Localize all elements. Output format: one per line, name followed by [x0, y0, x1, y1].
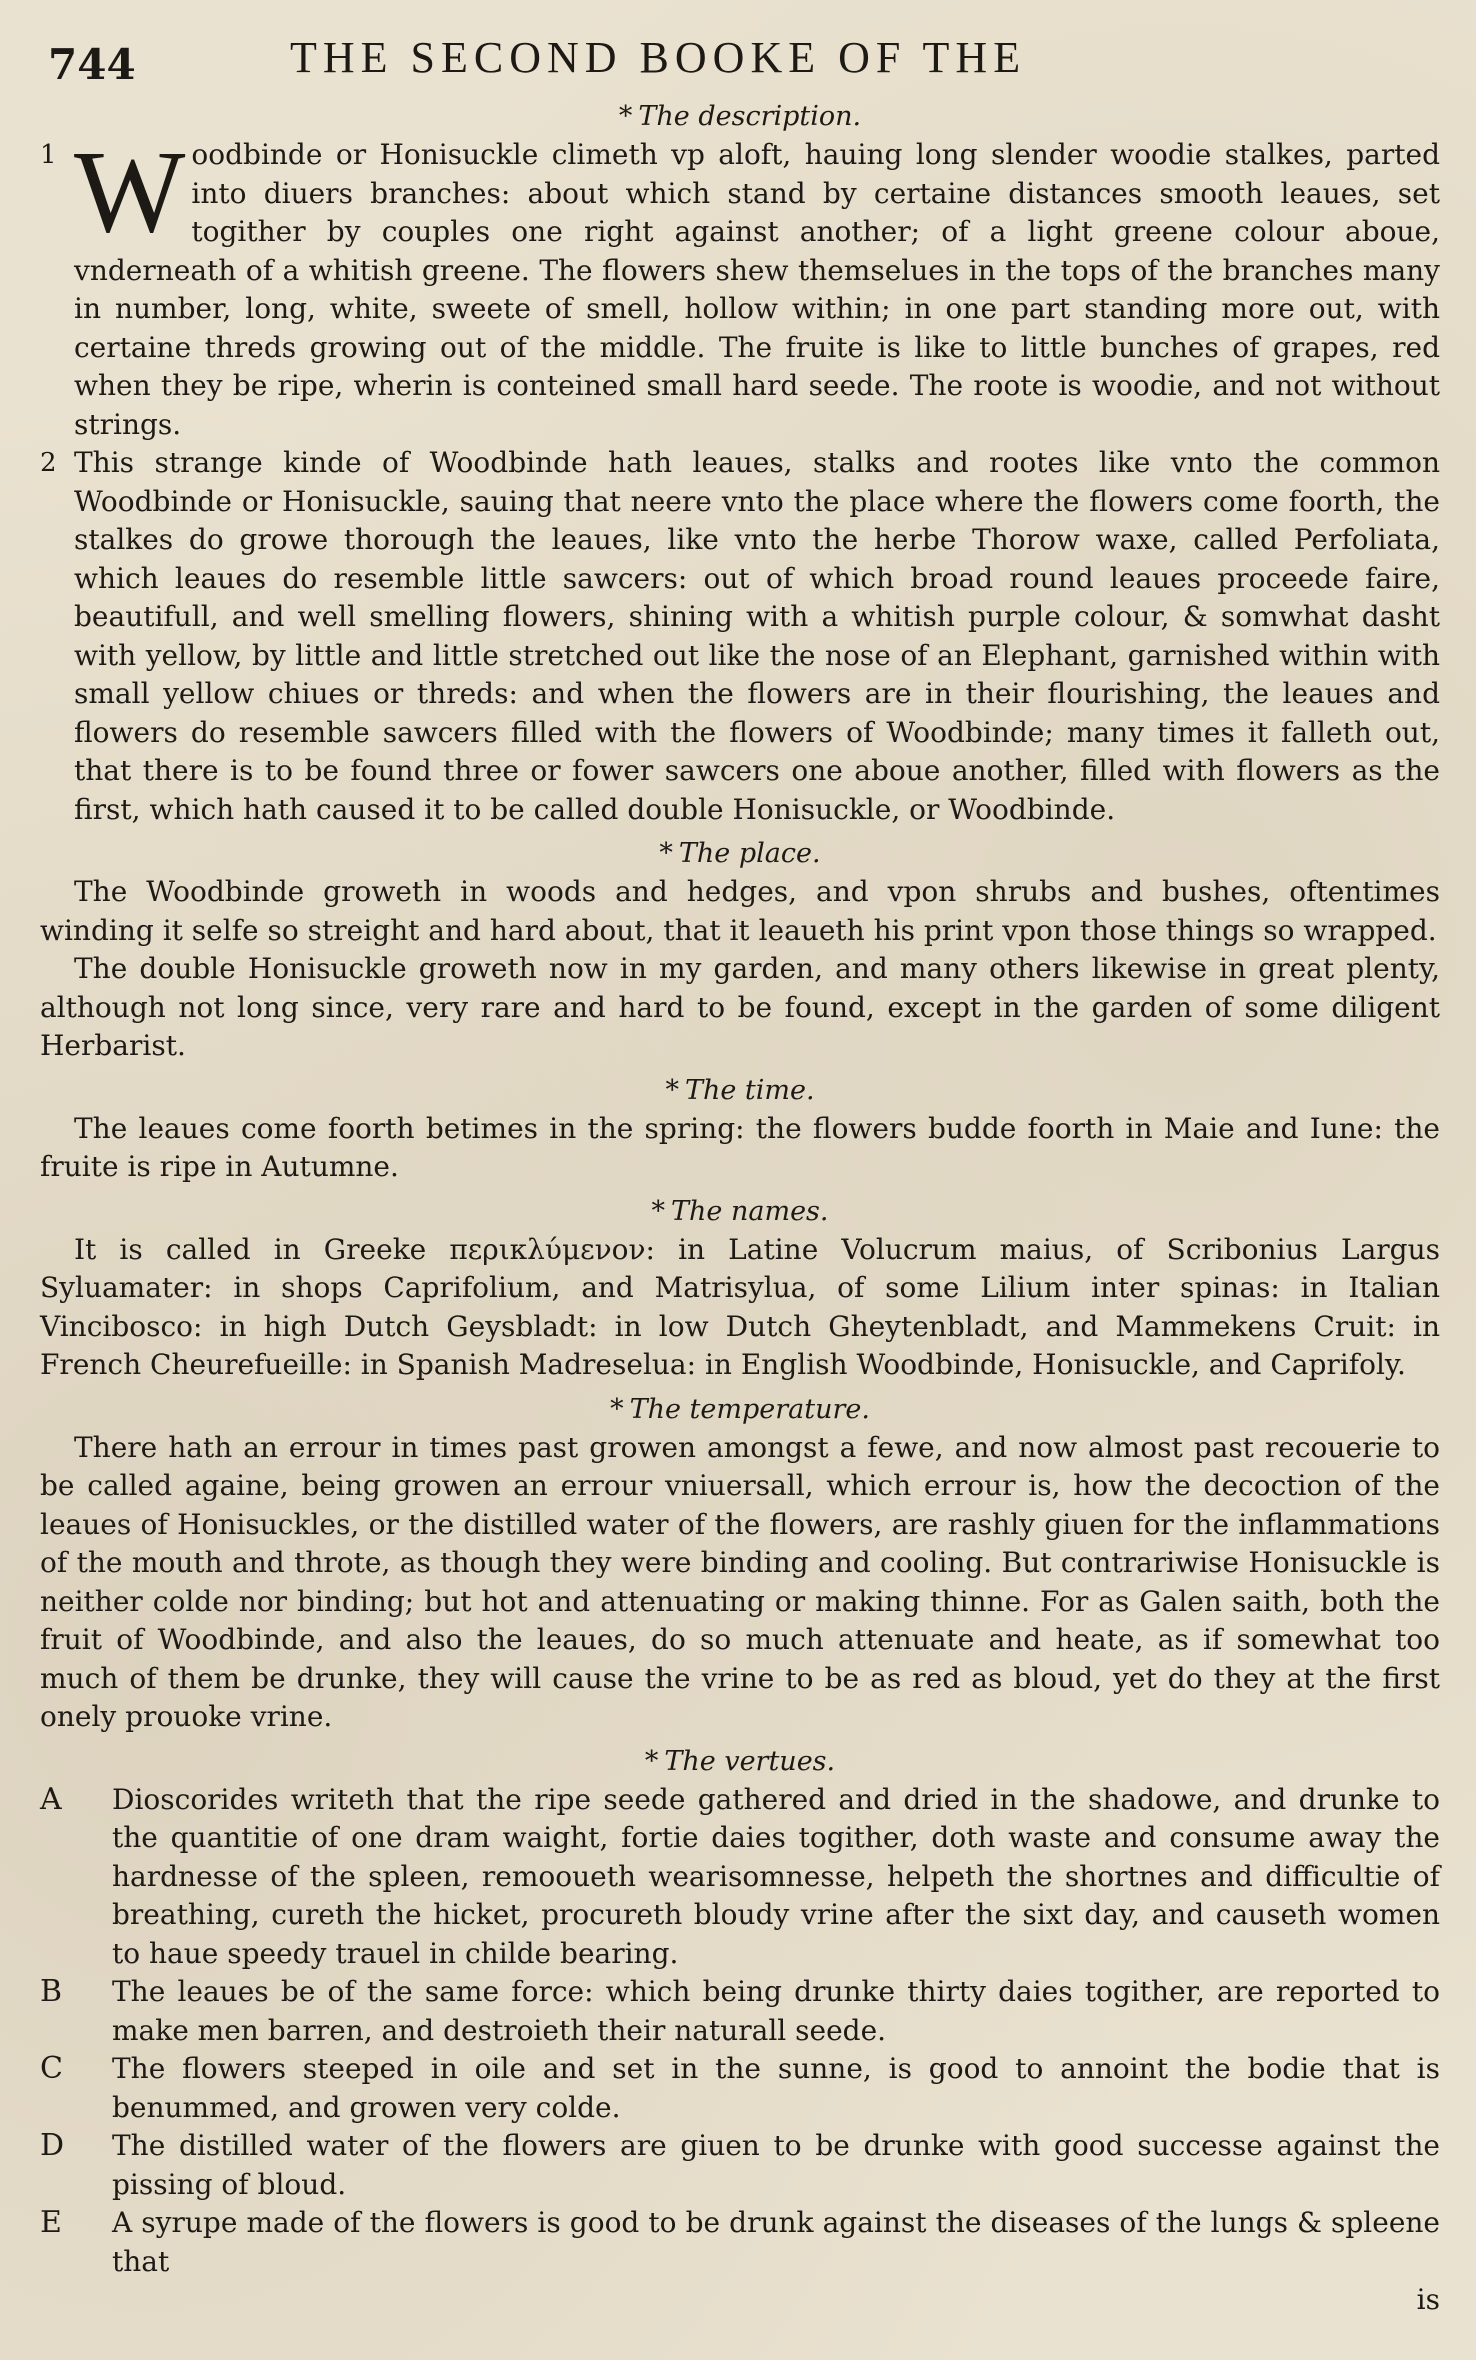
- virtue-item-e: [40, 2204, 1440, 2281]
- virtue-text: The distilled water of the flowers are giuen to be drunke with good successe against the pissing of bloud.: [112, 2129, 1440, 2201]
- paragraph-number: 1: [40, 140, 57, 170]
- time-paragraph: The leaues come foorth betimes in the spring: the flowers budde foorth in Maie and Iune: the fruite is ripe in Autumne.: [40, 1111, 1440, 1183]
- place-paragraph-2: The double Honisuckle groweth now in my garden, and many others likewise in great plenty, although not long since, very rare and hard to be found, except in the garden of some diligent Herbarist.: [40, 952, 1440, 1062]
- heading-time-text: The time.: [684, 1074, 815, 1106]
- heading-names-text: The names.: [671, 1195, 829, 1227]
- fleuron-icon: *: [618, 101, 633, 132]
- description-paragraph-2: [40, 444, 1440, 829]
- temperature-paragraph: There hath an errour in times past growen amongst a fewe, and now almost past recouerie to be called againe, being growen an errour vniuersall, which errour is, how the decoction of the leaues of Honisuckles, or the distilled water of the flowers, are rashly giuen for the inflammations of the mouth and throte, as though they were binding and cooling. But contrariwise Honisuckle is neither colde nor binding; but hot and attenuating or making thinne. For as Galen saith, both the fruit of Woodbinde, and also the leaues, do so much attenuate and heate, as if somewhat too much of them be drunke, they will cause the vrine to be as red as bloud, yet do they at the first onely prouoke vrine.: [40, 1430, 1440, 1733]
- heading-temperature-text: The temperature.: [629, 1393, 870, 1425]
- page-number: 744: [48, 40, 136, 89]
- virtue-letter: D: [40, 2128, 65, 2163]
- heading-vertues-text: The vertues.: [664, 1745, 836, 1777]
- fleuron-icon: *: [659, 838, 673, 869]
- heading-place-text: The place.: [678, 838, 821, 869]
- fleuron-icon: *: [651, 1195, 666, 1227]
- virtue-letter: A: [40, 1781, 62, 1817]
- heading-description: [40, 100, 1440, 134]
- virtue-text: Dioscorides writeth that the ripe seede gathered and dried in the shadowe, and drunke to the quantitie of one dram waight, fortie daies togither, doth waste and consume away the hardnesse of the spleen, remooueth wearisomnesse, helpeth the shortnes and difficultie of breathing, cureth the hicket, procureth bloudy vrine after the sixt day, and causeth women to haue speedy trauel in childe bearing.: [112, 1782, 1440, 1970]
- virtue-item-b: [40, 1973, 1440, 2050]
- virtue-text: The leaues be of the same force: which being drunke thirty daies togither, are reported to make men barren, and destroieth their naturall seede.: [112, 1975, 1440, 2047]
- running-head: [40, 26, 1440, 96]
- virtue-item-a: [40, 1781, 1440, 1974]
- virtue-item-d: [40, 2127, 1440, 2204]
- description-paragraph-1: [40, 126, 1440, 444]
- heading-description-text: The description.: [638, 101, 862, 132]
- description-text-2: This strange kinde of Woodbinde hath leaues, stalks and rootes like vnto the common Woodbinde or Honisuckle, sauing that neere vnto the place where the flowers come foorth, the stalkes do growe thorough the leaues, like vnto the herbe Thorow waxe, called Perfoliata, which leaues do resemble little sawcers: out of which broad round leaues proceede faire, beautifull, and well smelling flowers, shining with a whitish purple colour, & somwhat dasht with yellow, by little and little stretched out like the nose of an Elephant, garnished within with small yellow chiues or threds: and when the flowers are in their flourishing, the leaues and flowers do resemble sawcers filled with the flowers of Woodbinde; many times it falleth out, that there is to be found three or fower sawcers one aboue another, filled with flowers as the first, which hath caused it to be called double Honisuckle, or Woodbinde.: [74, 446, 1440, 826]
- virtue-item-c: [40, 2050, 1440, 2127]
- virtue-letter: E: [40, 2205, 62, 2240]
- place-paragraph-1: The Woodbinde groweth in woods and hedges, and vpon shrubs and bushes, oftentimes winding it selfe so streight and hard about, that it leaueth his print vpon those things so wrapped.: [40, 875, 1440, 947]
- virtue-text: The flowers steeped in oile and set in the sunne, is good to annoint the bodie that is benummed, and growen very colde.: [112, 2052, 1440, 2124]
- virtue-letter: B: [40, 1974, 63, 2009]
- virtue-letter: C: [40, 2051, 63, 2086]
- running-title: THE SECOND BOOKE OF THE: [290, 33, 1027, 82]
- description-text-1: oodbinde or Honisuckle climeth vp aloft, hauing long slender woodie stalkes, parted into diuers branches: about which stand by certaine distances smooth leaues, set togither by couples one right against another; of a light greene colour aboue, vnderneath of a whitish greene. The flowers shew themselues in the tops of the branches many in number, long, white, sweete of smell, hollow within; in one part standing more out, with certaine threds growing out of the middle. The fruite is like to little bunches of grapes, red when they be ripe, wherin is conteined small hard seede. The roote is woodie, and not without strings.: [74, 138, 1440, 441]
- names-paragraph: It is called in Greeke περικλύμενον: in Latine Volucrum maius, of Scribonius Largus Syluamater: in shops Caprifolium, and Matrisylua, of some Lilium inter spinas: in Italian Vincibosco: in high Dutch Geysbladt: in low Dutch Gheytenbladt, and Mammekens Cruit: in French Cheurefueille: in Spanish Madreselua: in English Woodbinde, Honisuckle, and Caprifoly.: [40, 1232, 1440, 1381]
- drop-cap: W: [74, 126, 186, 257]
- fleuron-icon: *: [665, 1074, 679, 1106]
- heading-temperature: [40, 1393, 1440, 1427]
- paragraph-number: 2: [40, 448, 57, 478]
- heading-time: [40, 1074, 1440, 1108]
- heading-names: [40, 1195, 1440, 1229]
- fleuron-icon: *: [610, 1393, 624, 1425]
- fleuron-icon: *: [644, 1745, 659, 1777]
- heading-vertues: [40, 1745, 1440, 1779]
- catchword: is: [1416, 2283, 1440, 2316]
- heading-place: [40, 837, 1440, 871]
- virtue-text: A syrupe made of the flowers is good to be drunk against the diseases of the lungs & spleene that: [112, 2206, 1440, 2278]
